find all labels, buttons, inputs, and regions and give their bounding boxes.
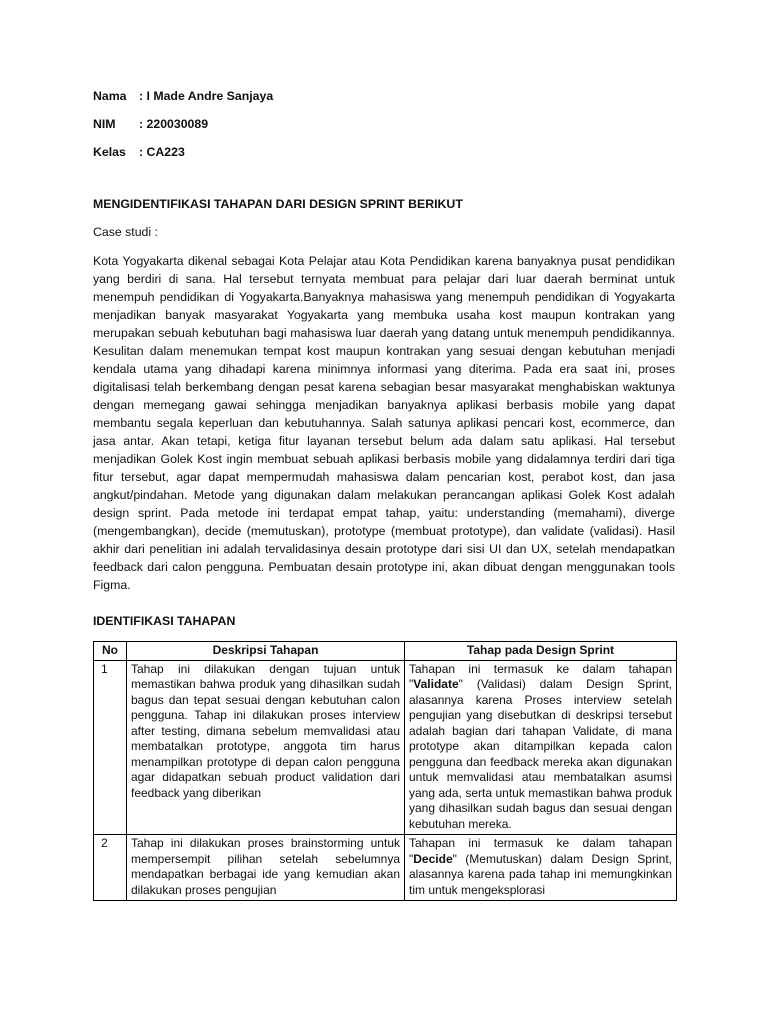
row-stage [405,660,677,835]
document-title: MENGIDENTIFIKASI TAHAPAN DARI DESIGN SPRINT BERIKUT [93,197,463,211]
stage-text-post: " (Memutuskan) dalam Design Sprint, alasannya karena pada tahap ini memungkinkan tim untuk mengeksplorasi [409,851,672,897]
row-description: Tahap ini dilakukan dengan tujuan untuk memastikan bahwa produk yang dihasilkan sudah bagus dan tepat sesuai dengan kebutuhan calon pengguna. Tahap ini dilakukan proses interview after testing, dimana sebelum memvalidasi atau membatalkan prototype, anggota tim harus menampilkan prototype di depan calon pengguna agar didapatkan sebuah product validation dari feedback yang diberikan [127,660,405,835]
header-stage: Tahap pada Design Sprint [405,642,677,661]
table-header-row [94,642,677,661]
case-study-text: Kota Yogyakarta dikenal sebagai Kota Pelajar atau Kota Pendidikan karena banyaknya pusat pendidikan yang berdiri di sana. Hal tersebut ternyata membuat para pelajar dari luar daerah berminat untuk menempuh pendidikan di Yogyakarta.Banyaknya mahasiswa yang menempuh pendidikan di Yogyakarta menjadikan banyak masyarakat Yogyakarta yang membuka usaha kost maupun kontrakan yang merupakan sebuah kebutuhan bagi mahasiswa luar daerah yang datang untuk menempuh pendidikannya. Kesulitan dalam menemukan tempat kost maupun kontrakan yang sesuai dengan kebutuhan menjadi kendala utama yang dihadapi karena minimnya informasi yang diterima. Pada era saat ini, proses digitalisasi telah berkembang dengan pesat karena sebagian besar masyarakat menghabiskan waktunya dengan memegang gawai sehingga menjadikan banyaknya aplikasi berbasis mobile yang dapat membantu segala keperluan dan kebutuhannya. Salah satunya aplikasi pencari kost, ecommerce, dan jasa antar. Akan tetapi, ketiga fitur layanan tersebut belum ada dalam satu aplikasi. Hal tersebut menjadikan Golek Kost ingin membuat sebuah aplikasi berbasis mobile yang didalamnya terdiri dari tiga fitur tersebut, agar dapat mempermudah mahasiswa dalam pencarian kost, perabot kost, dan jasa angkut/pindahan. Metode yang digunakan dalam melakukan perancangan aplikasi Golek Kost adalah design sprint. Pada metode ini terdapat empat tahap, yaitu: understanding (memahami), diverge (mengembangkan), decide (memutuskan), prototype (membuat prototype), dan validate (validasi). Hasil akhir dari penelitian ini adalah tervalidasinya desain prototype dari sisi UI dan UX, setelah mendapatkan feedback dari calon pengguna. Pembuatan desain prototype ini, akan dibuat dengan menggunakan tools Figma. [93,254,675,592]
class-label: Kelas [93,145,126,159]
section-title: IDENTIFIKASI TAHAPAN [93,614,236,628]
row-number: 1 [94,660,127,835]
row-description-clip: Tahap ini dilakukan proses brainstorming untuk mempersempit pilihan setelah sebelumnya mendapatkan berbagai ide yang kemudian akan dilakukan proses pengujian [131,836,400,897]
name-label: Nama [93,89,127,103]
class-value: : CA223 [139,145,185,159]
student-info [93,88,273,172]
row-number: 2 [94,835,127,901]
stage-name: Validate [413,677,459,691]
stage-text-post: " (Validasi) dalam Design Sprint, alasannya karena Proses interview setelah pengujian yang disebutkan di deskripsi tersebut adalah bagian dari tahapan Validate, di mana prototype akan ditampilkan kepada calon pengguna dan feedback mereka akan digunakan untuk memvalidasi atau membatalkan asumsi yang ada, serta untuk memastikan bahwa produk yang dihasilkan sudah bagus dan sesuai dengan kebutuhan mereka. [409,677,672,831]
name-value: : I Made Andre Sanjaya [139,89,274,103]
student-class-row [93,144,273,172]
nim-label: NIM [93,117,116,131]
row-stage-clip [409,836,672,898]
table-row [94,660,677,835]
row-description [127,835,405,901]
header-no: No [94,642,127,661]
identification-table [93,641,677,901]
student-name-row [93,88,273,116]
student-nim-row [93,116,273,144]
nim-value: : 220030089 [139,117,209,131]
table-row [94,835,677,901]
stage-text-pre: Tahapan ini termasuk ke dalam tahapan " [409,836,672,866]
stage-text-pre: Tahapan ini termasuk ke dalam tahapan " [409,661,672,691]
header-description: Deskripsi Tahapan [127,642,405,661]
row-stage [405,835,677,901]
case-study-label: Case studi : [93,225,158,239]
stage-name: Decide [413,851,453,866]
